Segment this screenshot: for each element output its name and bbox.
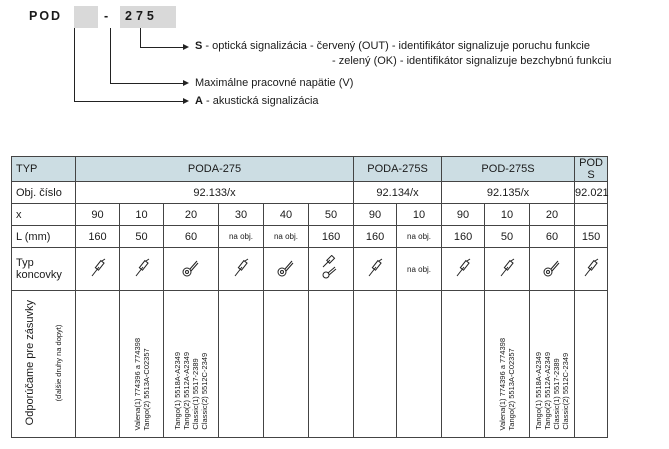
recommend-label-text bbox=[24, 300, 64, 425]
arrow-s bbox=[183, 44, 189, 50]
l-cell: na obj. bbox=[397, 226, 442, 248]
group-poda-275: PODA-275 bbox=[76, 157, 354, 182]
connector-voltage-vertical bbox=[110, 28, 111, 84]
obj-pod-275s: 92.135/x bbox=[442, 182, 575, 204]
x-cell bbox=[575, 204, 608, 226]
rec-cell bbox=[575, 291, 608, 438]
row-length bbox=[12, 226, 608, 248]
x-cell: 20 bbox=[164, 204, 219, 226]
rec-cell bbox=[76, 291, 120, 438]
x-cell: 40 bbox=[264, 204, 309, 226]
legend-s-line1: S - optická signalizácia - červený (OUT) - identifikátor signalizuje poruchu funkcie bbox=[195, 40, 590, 52]
terminal-cell bbox=[442, 248, 485, 291]
label-typ: TYP bbox=[12, 157, 76, 182]
label-obj: Obj. číslo bbox=[12, 182, 76, 204]
l-cell: na obj. bbox=[219, 226, 264, 248]
rec-cell bbox=[309, 291, 354, 438]
group-pod-275s: POD-275S bbox=[442, 157, 575, 182]
ring-terminal-icon bbox=[276, 258, 296, 278]
recommend-sub: (ďalšie druhy na dopyt) bbox=[53, 324, 63, 401]
rec-text: Tango(1) 5518A-A2349 Tango(2) 5512A-A2349 Classic(1) 5517-2389 Classic(2) 5512C-2349 bbox=[173, 352, 209, 430]
terminal-cell bbox=[309, 248, 354, 291]
legend-voltage: Maximálne pracovné napätie (V) bbox=[195, 77, 354, 89]
label-terminal-line1: Typ bbox=[16, 257, 34, 269]
terminal-cell bbox=[76, 248, 120, 291]
recommend-main: Odporúčame pre zásuvky bbox=[23, 299, 36, 426]
code-prefix: POD bbox=[29, 9, 63, 23]
pin-terminal-icon bbox=[232, 258, 250, 278]
l-cell: 50 bbox=[120, 226, 164, 248]
terminal-cell bbox=[530, 248, 575, 291]
pin-terminal-icon bbox=[582, 258, 600, 278]
legend-s-line2: - zelený (OK) - identifikátor signalizuje bezchybnú funkciu bbox=[332, 55, 612, 67]
rec-cell bbox=[219, 291, 264, 438]
x-cell: 20 bbox=[530, 204, 575, 226]
rec-cell bbox=[264, 291, 309, 438]
code-dash: - bbox=[104, 9, 111, 23]
row-typ bbox=[12, 157, 608, 182]
pin-terminal-icon bbox=[366, 258, 384, 278]
pin-terminal-icon bbox=[498, 258, 516, 278]
rec-cell bbox=[442, 291, 485, 438]
arrow-a bbox=[183, 98, 189, 104]
arrow-voltage bbox=[183, 80, 189, 86]
connector-s-horizontal bbox=[140, 47, 183, 48]
l-cell: 150 bbox=[575, 226, 608, 248]
terminal-cell bbox=[219, 248, 264, 291]
l-cell: 60 bbox=[530, 226, 575, 248]
pin-terminal-icon bbox=[89, 258, 107, 278]
pin-terminal-icon bbox=[454, 258, 472, 278]
label-terminal bbox=[12, 248, 76, 291]
terminal-cell bbox=[264, 248, 309, 291]
l-cell: 160 bbox=[309, 226, 354, 248]
label-x: x bbox=[12, 204, 76, 226]
group-pod-s: POD S bbox=[575, 157, 608, 182]
label-recommend bbox=[12, 291, 76, 438]
rec-cell bbox=[397, 291, 442, 438]
connector-voltage-horizontal bbox=[110, 83, 183, 84]
rec-text: Tango(1) 5518A-A2349 Tango(2) 5512A-A2349 Classic(1) 5517-2389 Classic(2) 5512C-2349 bbox=[534, 352, 571, 430]
spec-table bbox=[11, 156, 608, 438]
row-obj bbox=[12, 182, 608, 204]
x-cell: 50 bbox=[309, 204, 354, 226]
x-cell: 90 bbox=[442, 204, 485, 226]
l-cell: 160 bbox=[76, 226, 120, 248]
group-poda-275s: PODA-275S bbox=[354, 157, 442, 182]
rec-cell bbox=[120, 291, 164, 438]
code-option-box-a bbox=[74, 6, 98, 28]
terminal-cell bbox=[354, 248, 397, 291]
terminal-cell bbox=[120, 248, 164, 291]
rec-cell bbox=[485, 291, 530, 438]
row-terminal bbox=[12, 248, 608, 291]
x-cell: 30 bbox=[219, 204, 264, 226]
ring-terminal-icon bbox=[542, 258, 562, 278]
l-cell: 160 bbox=[442, 226, 485, 248]
row-x bbox=[12, 204, 608, 226]
x-cell: 90 bbox=[354, 204, 397, 226]
obj-poda-275s: 92.134/x bbox=[354, 182, 442, 204]
terminal-cell bbox=[164, 248, 219, 291]
x-cell: 10 bbox=[485, 204, 530, 226]
l-cell: 160 bbox=[354, 226, 397, 248]
code-number: 275 bbox=[125, 9, 158, 23]
rec-cell bbox=[530, 291, 575, 438]
pin-terminal-icon bbox=[133, 258, 151, 278]
terminal-cell-na: na obj. bbox=[397, 248, 442, 291]
connector-s-vertical bbox=[140, 28, 141, 48]
connector-a-horizontal bbox=[74, 101, 183, 102]
x-cell: 90 bbox=[76, 204, 120, 226]
row-recommend bbox=[12, 291, 608, 438]
connector-a-vertical bbox=[74, 28, 75, 102]
l-cell: 60 bbox=[164, 226, 219, 248]
double-terminal-icon bbox=[320, 255, 342, 281]
x-cell: 10 bbox=[120, 204, 164, 226]
terminal-cell bbox=[575, 248, 608, 291]
obj-poda-275: 92.133/x bbox=[76, 182, 354, 204]
l-cell: na obj. bbox=[264, 226, 309, 248]
rec-cell bbox=[354, 291, 397, 438]
legend-a: A - akustická signalizácia bbox=[195, 95, 319, 107]
rec-text: Valena(1) 774396 a 774398 Tango(2) 5513A-C02357 bbox=[132, 337, 151, 430]
terminal-cell bbox=[485, 248, 530, 291]
x-cell: 10 bbox=[397, 204, 442, 226]
label-terminal-line2: koncovky bbox=[16, 269, 62, 281]
l-cell: 50 bbox=[485, 226, 530, 248]
rec-cell bbox=[164, 291, 219, 438]
ring-terminal-icon bbox=[181, 258, 201, 278]
rec-text: Valena(1) 774396 a 774398 Tango(2) 5513A-C02357 bbox=[498, 337, 517, 430]
obj-pod-s: 92.021 bbox=[575, 182, 608, 204]
label-length: L (mm) bbox=[12, 226, 76, 248]
